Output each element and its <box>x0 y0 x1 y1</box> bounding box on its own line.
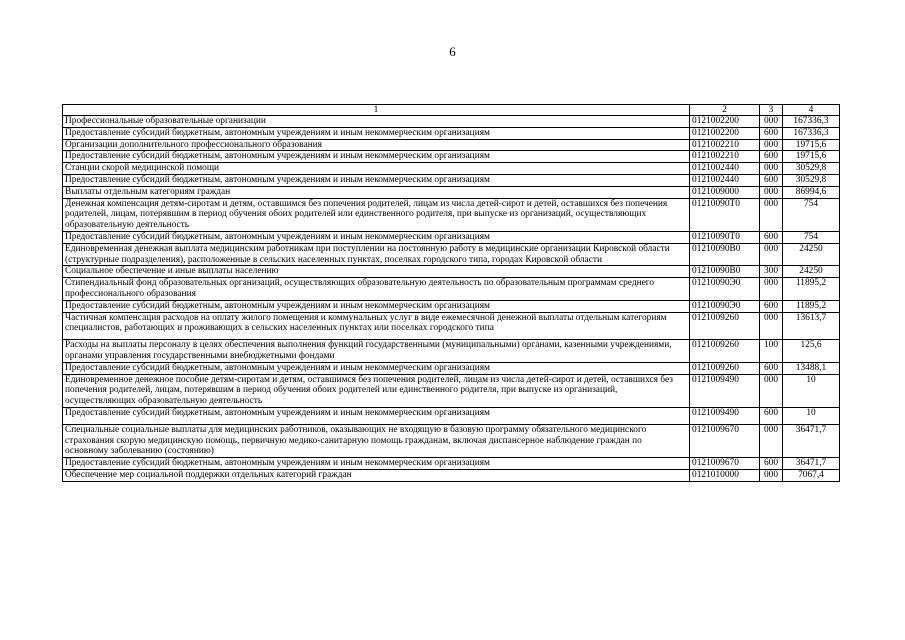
table-row <box>63 127 840 139</box>
row-code: 0121002440 <box>690 174 760 186</box>
row-name: Специальные социальные выплаты для медицинских работников, оказывающих не входящую в базовую программу обязательного медицинского страхования скорую медицинскую помощь, первичную медико-санитарную помощь гражданам, включая диспансерное наблюдение граждан по основному заболеванию (состоянию) <box>63 424 690 457</box>
table-row <box>63 407 840 424</box>
row-code: 0121002210 <box>690 151 760 163</box>
table-row <box>63 340 840 363</box>
row-code: 01210090Т0 <box>690 231 760 243</box>
row-sum: 19715,6 <box>783 139 840 151</box>
table-row <box>63 469 840 481</box>
row-kvr: 000 <box>760 243 783 266</box>
table-row <box>63 424 840 457</box>
row-code: 0121009260 <box>690 362 760 374</box>
table-row <box>63 186 840 198</box>
row-name: Единовременное денежное пособие детям-сиротам и детям, оставшимся без попечения родителей, лицам из числа детей-сирот и детей, оставшихся без попечения родителей, лицам, потерявшим в период обучения обоих родителей или единственного родителя, при выпуске из организаций, осуществляющих образовательную деятельность <box>63 374 690 407</box>
row-kvr: 000 <box>760 139 783 151</box>
row-code: 0121002200 <box>690 116 760 128</box>
table-row <box>63 374 840 407</box>
row-name: Организации дополнительного профессионального образования <box>63 139 690 151</box>
row-sum: 24250 <box>783 266 840 278</box>
row-name: Стипендиальный фонд образовательных организаций, осуществляющих образовательную деятельность по образовательным программам среднего профессионального образования <box>63 278 690 301</box>
row-name: Станции скорой медицинской помощи <box>63 163 690 175</box>
table-row <box>63 266 840 278</box>
table-row <box>63 312 840 340</box>
page-number: 6 <box>449 44 456 59</box>
table-row <box>63 300 840 312</box>
row-kvr: 600 <box>760 127 783 139</box>
header-col-3: 3 <box>760 105 783 116</box>
row-name: Предоставление субсидий бюджетным, автономным учреждениям и иным некоммерческим организациям <box>63 407 690 424</box>
row-sum: 11895,2 <box>783 278 840 301</box>
row-name: Расходы на выплаты персоналу в целях обеспечения выполнения функций государственными (муниципальными) органами, казенными учреждениями, органами управления государственными внебюджетными фондами <box>63 340 690 363</box>
table-row <box>63 151 840 163</box>
row-kvr: 000 <box>760 469 783 481</box>
budget-table <box>62 104 840 482</box>
row-code: 01210090Э0 <box>690 300 760 312</box>
row-sum: 13488,1 <box>783 362 840 374</box>
table-row <box>63 458 840 470</box>
row-kvr: 000 <box>760 312 783 340</box>
table-row <box>63 243 840 266</box>
row-sum: 30529,8 <box>783 163 840 175</box>
table-row <box>63 163 840 175</box>
row-kvr: 600 <box>760 174 783 186</box>
row-kvr: 000 <box>760 186 783 198</box>
row-name: Денежная компенсация детям-сиротам и детям, оставшимся без попечения родителей, лицам из числа детей-сирот и детей, оставшихся без попечения родителей, лицам, потерявшим в период обучения обоих родителей или единственного родителя, при выпуске из организаций, осуществляющих образовательную деятельность <box>63 198 690 231</box>
row-code: 0121009490 <box>690 407 760 424</box>
row-sum: 24250 <box>783 243 840 266</box>
row-name: Профессиональные образовательные организации <box>63 116 690 128</box>
table-row <box>63 278 840 301</box>
row-kvr: 000 <box>760 198 783 231</box>
header-col-4: 4 <box>783 105 840 116</box>
row-code: 01210090В0 <box>690 243 760 266</box>
row-kvr: 600 <box>760 407 783 424</box>
row-kvr: 000 <box>760 116 783 128</box>
row-code: 0121002210 <box>690 139 760 151</box>
row-name: Частичная компенсация расходов на оплату жилого помещения и коммунальных услуг в виде ежемесячной денежной выплаты отдельным категориям специалистов, работающих и проживающих в сельских населенных пунктах или поселках городского типа <box>63 312 690 340</box>
table-row <box>63 116 840 128</box>
row-code: 0121009260 <box>690 312 760 340</box>
row-sum: 10 <box>783 407 840 424</box>
row-name: Предоставление субсидий бюджетным, автономным учреждениям и иным некоммерческим организациям <box>63 174 690 186</box>
row-name: Предоставление субсидий бюджетным, автономным учреждениям и иным некоммерческим организациям <box>63 362 690 374</box>
row-sum: 13613,7 <box>783 312 840 340</box>
row-code: 0121002200 <box>690 127 760 139</box>
row-kvr: 600 <box>760 231 783 243</box>
row-sum: 167336,3 <box>783 127 840 139</box>
row-code: 0121009000 <box>690 186 760 198</box>
row-name: Предоставление субсидий бюджетным, автономным учреждениям и иным некоммерческим организациям <box>63 458 690 470</box>
row-code: 01210090Э0 <box>690 278 760 301</box>
table-row <box>63 174 840 186</box>
row-sum: 19715,6 <box>783 151 840 163</box>
row-sum: 10 <box>783 374 840 407</box>
row-name: Предоставление субсидий бюджетным, автономным учреждениям и иным некоммерческим организациям <box>63 151 690 163</box>
row-name: Социальное обеспечение и иные выплаты населению <box>63 266 690 278</box>
row-code: 0121009260 <box>690 340 760 363</box>
table-row <box>63 139 840 151</box>
row-code: 01210090В0 <box>690 266 760 278</box>
row-sum: 125,6 <box>783 340 840 363</box>
row-sum: 36471,7 <box>783 458 840 470</box>
row-name: Предоставление субсидий бюджетным, автономным учреждениям и иным некоммерческим организациям <box>63 300 690 312</box>
row-kvr: 000 <box>760 374 783 407</box>
header-col-1: 1 <box>63 105 690 116</box>
row-code: 0121009670 <box>690 458 760 470</box>
row-sum: 86994,6 <box>783 186 840 198</box>
table-row <box>63 231 840 243</box>
row-kvr: 000 <box>760 278 783 301</box>
row-sum: 36471,7 <box>783 424 840 457</box>
row-kvr: 300 <box>760 266 783 278</box>
row-kvr: 600 <box>760 458 783 470</box>
table-header-row <box>63 105 840 116</box>
row-code: 01210090Т0 <box>690 198 760 231</box>
row-name: Выплаты отдельным категориям граждан <box>63 186 690 198</box>
row-name: Предоставление субсидий бюджетным, автономным учреждениям и иным некоммерческим организациям <box>63 231 690 243</box>
row-code: 0121009490 <box>690 374 760 407</box>
row-name: Единовременная денежная выплата медицинским работникам при поступлении на постоянную работу в медицинские организации Кировской области (структурные подразделения), расположенные в сельских населенных пунктах, поселках городского типа, городах Кировской области <box>63 243 690 266</box>
row-code: 0121009670 <box>690 424 760 457</box>
row-kvr: 600 <box>760 362 783 374</box>
row-kvr: 000 <box>760 424 783 457</box>
row-sum: 754 <box>783 198 840 231</box>
row-sum: 11895,2 <box>783 300 840 312</box>
row-code: 0121010000 <box>690 469 760 481</box>
table-row <box>63 198 840 231</box>
table-row <box>63 362 840 374</box>
row-sum: 754 <box>783 231 840 243</box>
row-kvr: 100 <box>760 340 783 363</box>
row-kvr: 600 <box>760 300 783 312</box>
row-kvr: 000 <box>760 163 783 175</box>
row-code: 0121002440 <box>690 163 760 175</box>
row-name: Предоставление субсидий бюджетным, автономным учреждениям и иным некоммерческим организациям <box>63 127 690 139</box>
row-sum: 167336,3 <box>783 116 840 128</box>
row-sum: 7067,4 <box>783 469 840 481</box>
row-kvr: 600 <box>760 151 783 163</box>
row-name: Обеспечение мер социальной поддержки отдельных категорий граждан <box>63 469 690 481</box>
row-sum: 30529,8 <box>783 174 840 186</box>
header-col-2: 2 <box>690 105 760 116</box>
